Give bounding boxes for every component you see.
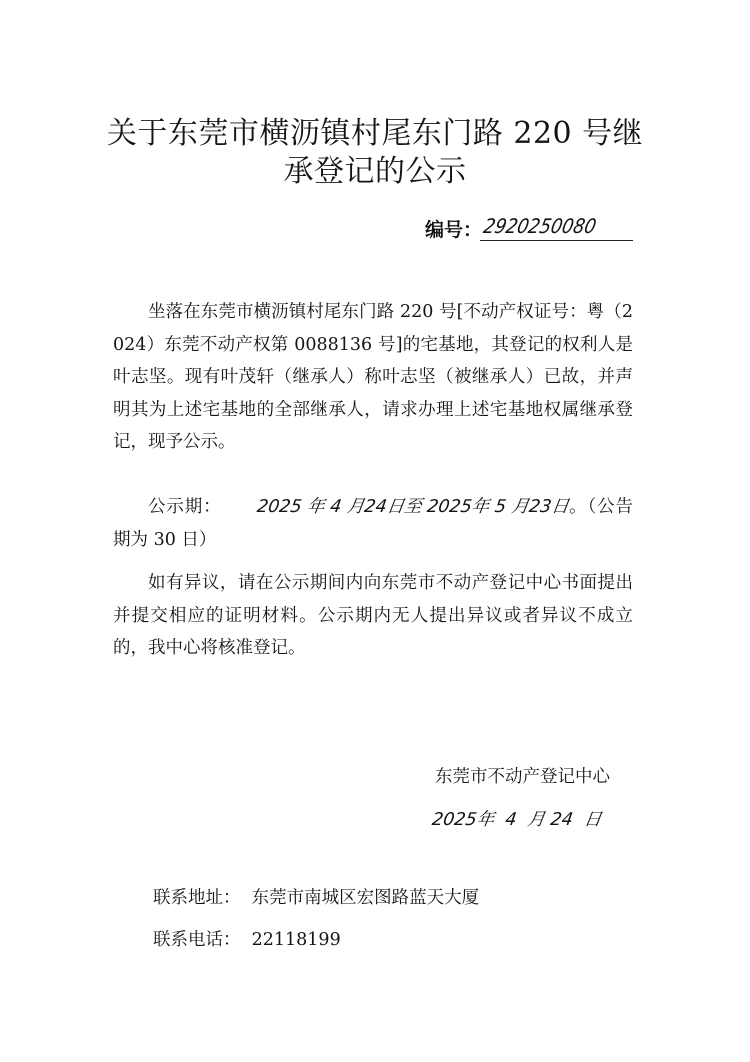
notice-period-label: 公示期： (148, 497, 222, 517)
signature-organization: 东莞市不动产登记中心 (435, 767, 610, 787)
notice-body-paragraph: 坐落在东莞市横沥镇村尾东门路 220 号[不动产权证号：粤（2024）东莞不动产权第 0088136 号]的宅基地，其登记的权利人是叶志坚。现有叶茂轩（继承人）称叶志坚（被继承人）已故，并声明其为上述宅基地的全部继承人，请求办理上述宅基地权属继承登记，现予公示。 (113, 302, 633, 452)
document-number-underline (480, 240, 633, 241)
objection-instructions-paragraph: 如有异议，请在公示期间内向东莞市不动产登记中心书面提出并提交相应的证明材料。公示期内无人提出异议或者异议不成立的，我中心将核准登记。 (113, 573, 633, 658)
document-number-label: 编号： (425, 219, 483, 241)
signature-date: 2025年 4 月 24 日 (430, 810, 603, 830)
contact-address: 联系地址： 东莞市南城区宏图路蓝天大厦 (153, 888, 480, 908)
contact-phone: 联系电话： 22118199 (153, 930, 341, 950)
notice-period-paragraph (113, 491, 633, 556)
notice-period-suffix: 。（公告期为 30 日） (113, 497, 634, 550)
notice-title-line-2: 承登记的公示 (283, 154, 467, 189)
document-number-handwritten: 2920250080 (481, 214, 599, 238)
notice-title-line-1: 关于东莞市横沥镇村尾东门路 220 号继 (106, 116, 644, 151)
notice-period-dates: 2025 年 4 月24日至 2025年 5 月23日 (255, 497, 570, 517)
